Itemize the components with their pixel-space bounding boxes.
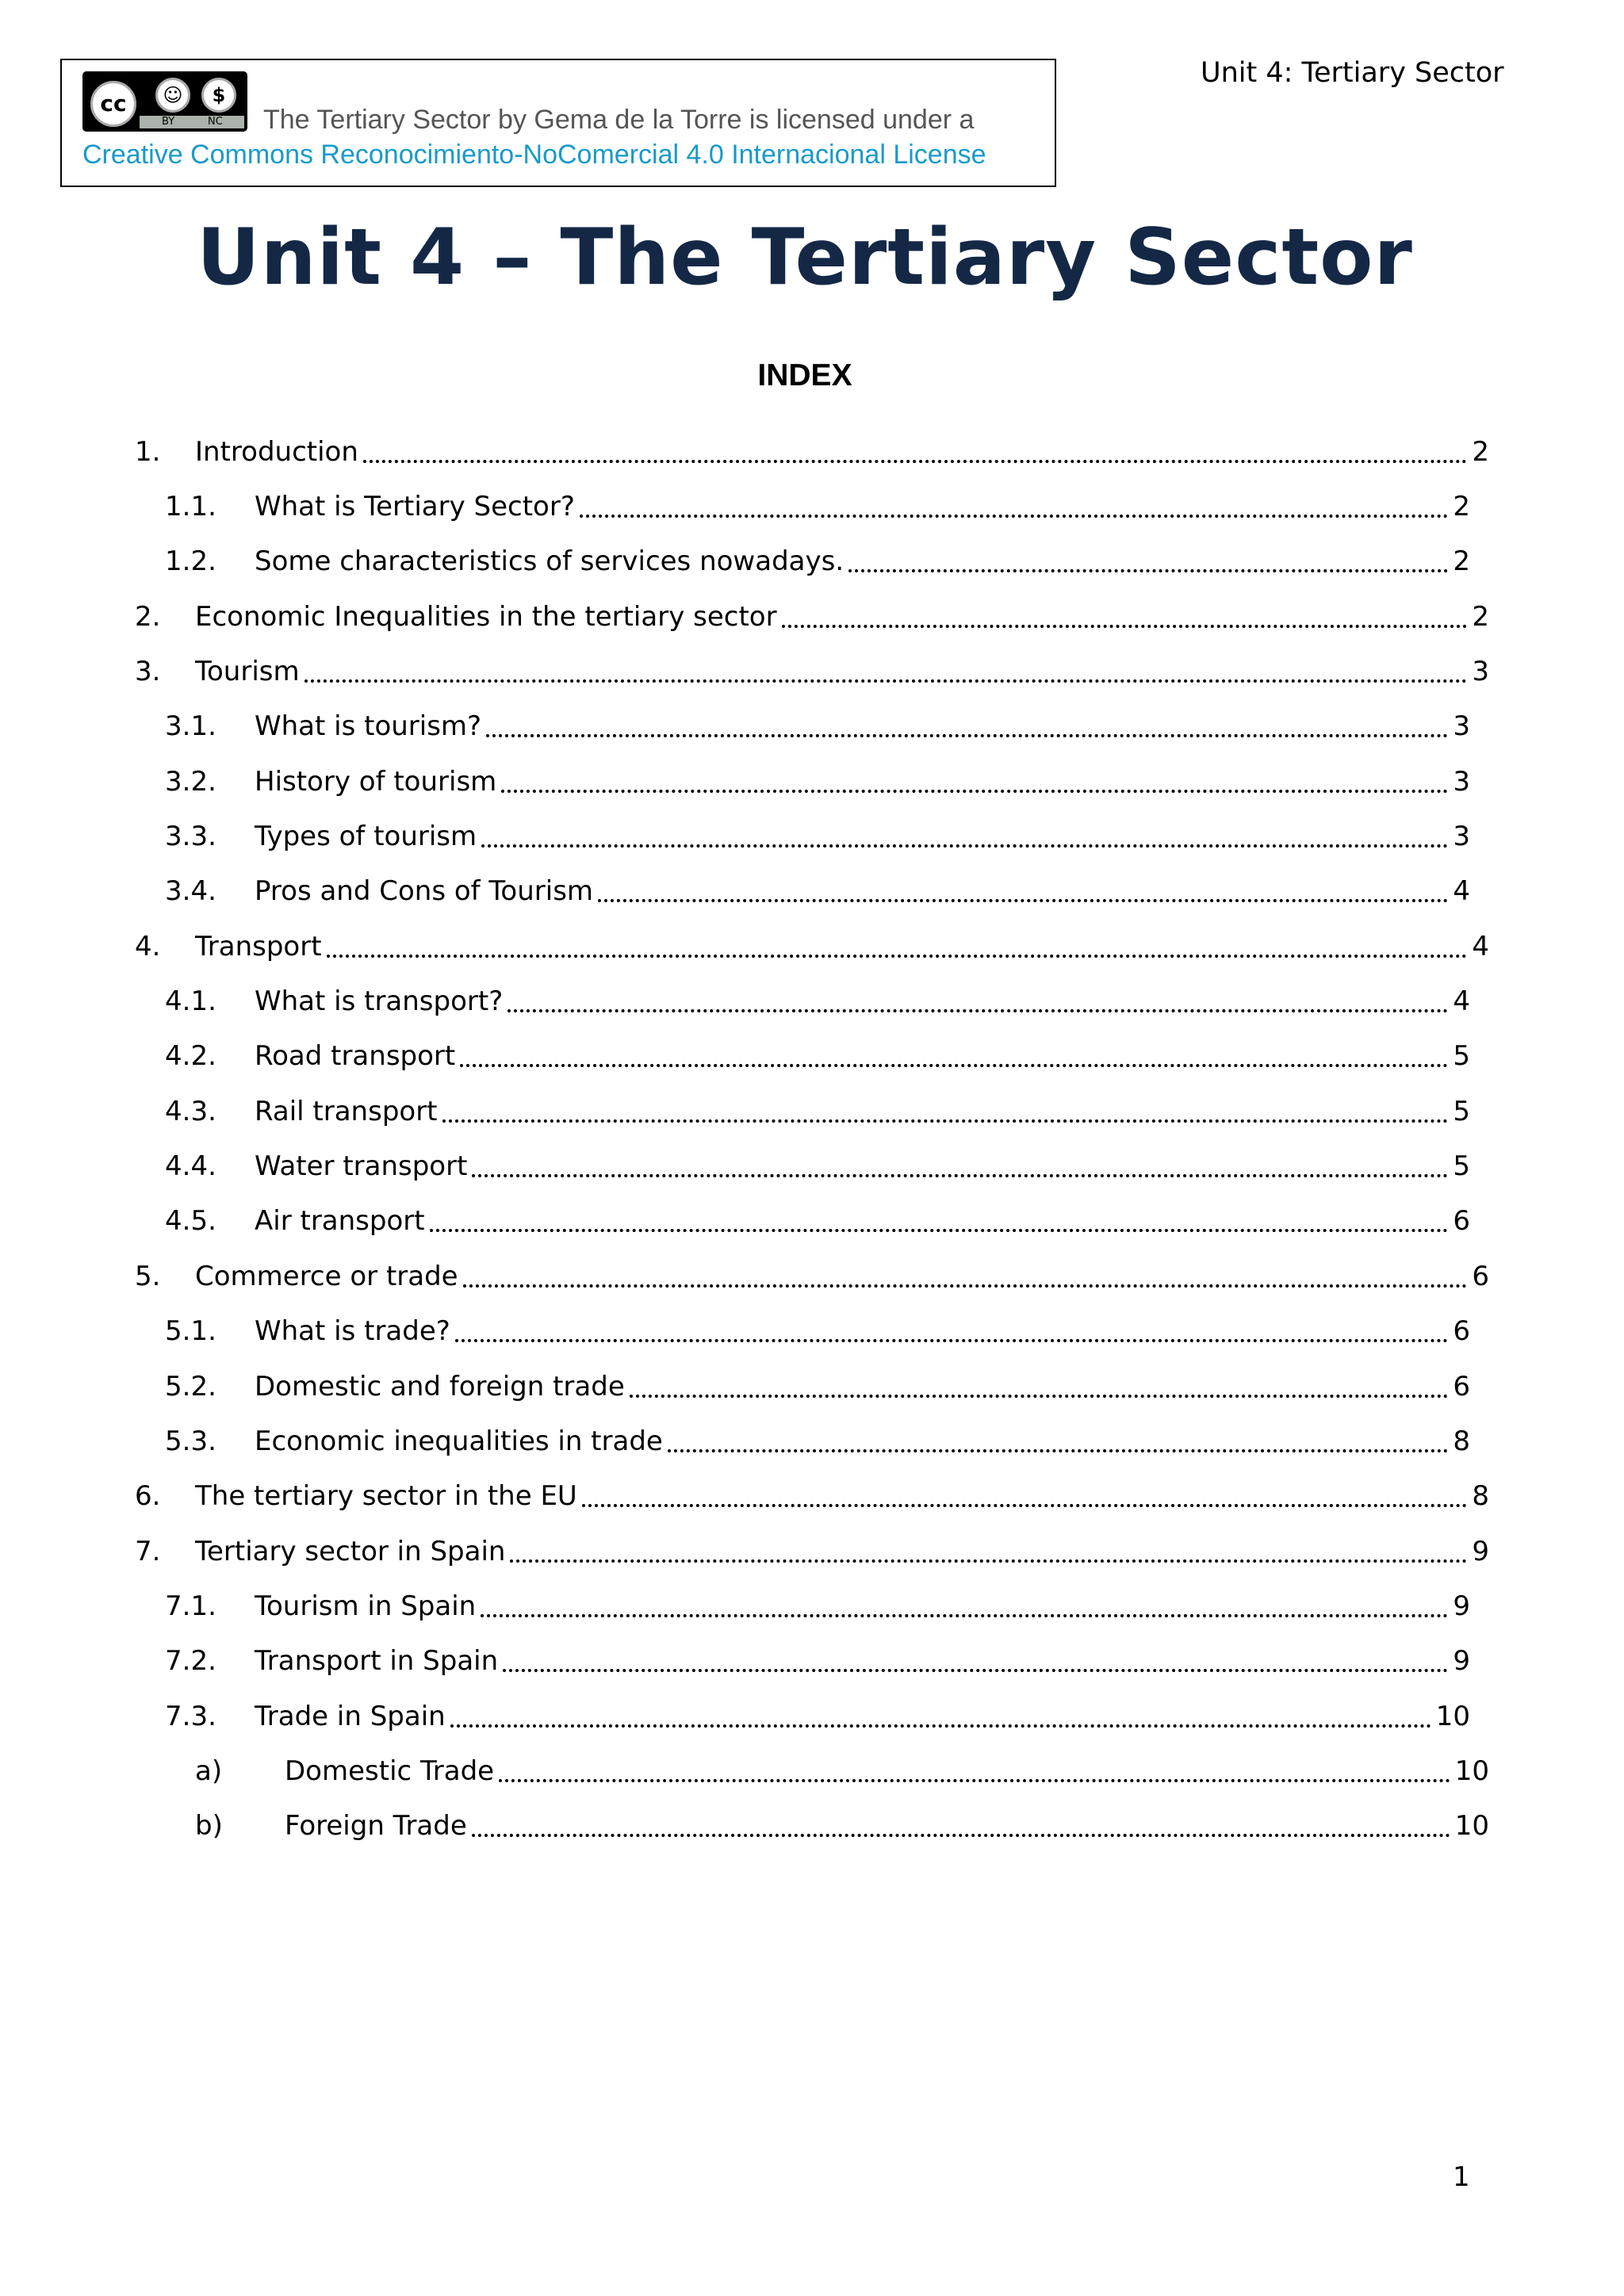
badge-by-label: BY (162, 116, 175, 128)
toc-entry[interactable] (135, 1689, 1489, 1743)
toc-entry-title: What is Tertiary Sector? (255, 491, 575, 523)
dot-leader (499, 1779, 1450, 1782)
toc-entry-number: 3. (135, 656, 161, 688)
toc-entry-number: 4.2. (165, 1040, 216, 1073)
dot-leader (848, 569, 1448, 572)
toc-entry-number: 1.1. (165, 491, 216, 523)
toc-entry-page: 6 (1453, 1370, 1470, 1402)
toc-entry-number: 4.3. (165, 1095, 216, 1127)
license-attribution-text: The Tertiary Sector by Gema de la Torre is licensed under a (263, 105, 975, 135)
toc-entry[interactable] (135, 479, 1489, 534)
toc-entry-number: 5.1. (165, 1315, 216, 1348)
dot-leader (486, 734, 1448, 737)
toc-entry-number: a) (195, 1755, 223, 1787)
toc-entry-title: Foreign Trade (285, 1810, 467, 1843)
toc-entry[interactable] (135, 1304, 1489, 1359)
toc-entry-page: 2 (1472, 435, 1489, 468)
toc-entry-page: 6 (1453, 1315, 1470, 1348)
toc-entry-number: 7.2. (165, 1645, 216, 1678)
toc-entry-page: 3 (1453, 710, 1470, 743)
dot-leader (508, 1009, 1448, 1012)
toc-entry-page: 4 (1453, 985, 1470, 1018)
toc-entry[interactable] (135, 534, 1489, 589)
toc-entry-page: 10 (1435, 1700, 1470, 1732)
toc-entry[interactable] (135, 809, 1489, 863)
badge-nc-label: NC (208, 116, 223, 128)
toc-entry-title: Transport in Spain (255, 1645, 499, 1678)
toc-entry[interactable] (135, 1084, 1489, 1138)
toc-entry[interactable] (135, 974, 1489, 1028)
page-number: 1 (1453, 2161, 1470, 2193)
dot-leader (442, 1119, 1449, 1123)
toc-entry-title: Air transport (255, 1205, 425, 1238)
toc-entry[interactable] (135, 424, 1489, 479)
toc-entry-page: 8 (1472, 1480, 1489, 1513)
toc-entry[interactable] (135, 1524, 1489, 1578)
toc-entry-number: 7.1. (165, 1590, 216, 1622)
toc-entry[interactable] (135, 1359, 1489, 1414)
dot-leader (472, 1174, 1448, 1177)
toc-entry-page: 3 (1453, 765, 1470, 798)
table-of-contents (135, 424, 1489, 1854)
toc-entry-page: 10 (1454, 1810, 1489, 1843)
toc-entry-number: 4.4. (165, 1150, 216, 1183)
toc-entry-page: 2 (1453, 491, 1470, 523)
cc-icon: cc (87, 78, 140, 130)
dot-leader (327, 955, 1468, 958)
dot-leader (481, 844, 1448, 848)
toc-entry-page: 9 (1453, 1590, 1470, 1622)
toc-entry-page: 3 (1472, 656, 1489, 688)
toc-entry-number: 3.3. (165, 821, 216, 853)
toc-entry-number: 7. (135, 1535, 161, 1567)
toc-entry-title: Tertiary sector in Spain (195, 1535, 506, 1567)
index-heading: INDEX (757, 358, 852, 392)
toc-entry-title: Tourism in Spain (255, 1590, 477, 1622)
toc-entry-number: 4. (135, 930, 161, 962)
toc-entry[interactable] (135, 1469, 1489, 1524)
toc-entry-number: 1. (135, 435, 161, 468)
toc-entry-title: Water transport (255, 1150, 468, 1183)
dot-leader (630, 1395, 1449, 1398)
toc-entry-title: Economic inequalities in trade (255, 1425, 663, 1457)
toc-entry-title: Economic Inequalities in the tertiary sector (195, 600, 777, 633)
toc-entry-title: Trade in Spain (255, 1700, 446, 1732)
toc-entry[interactable] (135, 1799, 1489, 1854)
toc-entry-title: Pros and Cons of Tourism (255, 875, 594, 908)
toc-entry-title: Domestic and foreign trade (255, 1370, 625, 1402)
toc-entry-number: 7.3. (165, 1700, 216, 1732)
toc-entry-title: Domestic Trade (285, 1755, 495, 1787)
toc-entry[interactable] (135, 1029, 1489, 1084)
toc-entry-page: 9 (1472, 1535, 1489, 1567)
toc-entry-page: 4 (1472, 930, 1489, 962)
dot-leader (481, 1614, 1448, 1617)
toc-entry-page: 6 (1453, 1205, 1470, 1238)
dot-leader (668, 1449, 1449, 1452)
toc-entry-number: 4.5. (165, 1205, 216, 1238)
toc-entry-page: 9 (1453, 1645, 1470, 1678)
toc-entry[interactable] (135, 699, 1489, 754)
dot-leader (501, 790, 1448, 793)
toc-entry[interactable] (135, 1414, 1489, 1468)
toc-entry-page: 10 (1454, 1755, 1489, 1787)
dot-leader (463, 1284, 1468, 1288)
toc-entry-number: b) (195, 1810, 223, 1843)
toc-entry[interactable] (135, 1249, 1489, 1303)
toc-entry[interactable] (135, 1578, 1489, 1633)
toc-entry[interactable] (135, 1634, 1489, 1689)
dot-leader (582, 1504, 1468, 1507)
toc-entry[interactable] (135, 1138, 1489, 1193)
toc-entry-title: Tourism (195, 656, 300, 688)
toc-entry[interactable] (135, 644, 1489, 698)
toc-entry-title: What is tourism? (255, 710, 482, 743)
toc-entry-number: 5.2. (165, 1370, 216, 1402)
cc-by-nc-badge-icon[interactable] (82, 71, 247, 132)
toc-entry-number: 3.4. (165, 875, 216, 908)
toc-entry-number: 6. (135, 1480, 161, 1513)
toc-entry[interactable] (135, 589, 1489, 644)
toc-entry-page: 5 (1453, 1040, 1470, 1073)
badge-strip (140, 116, 244, 128)
toc-entry-page: 5 (1453, 1095, 1470, 1127)
toc-entry-title: The tertiary sector in the EU (195, 1480, 577, 1513)
toc-entry-number: 1.2. (165, 545, 216, 578)
toc-entry-title: What is transport? (255, 985, 504, 1018)
toc-entry-page: 2 (1453, 545, 1470, 578)
toc-entry-title: Commerce or trade (195, 1260, 458, 1292)
dot-leader (510, 1559, 1467, 1563)
toc-entry-title: Some characteristics of services nowadays. (255, 545, 845, 578)
toc-entry-page: 6 (1472, 1260, 1489, 1292)
toc-entry[interactable] (135, 864, 1489, 919)
toc-entry-title: History of tourism (255, 765, 497, 798)
toc-entry-title: What is trade? (255, 1315, 450, 1348)
toc-entry-page: 3 (1453, 821, 1470, 853)
dot-leader (430, 1229, 1449, 1232)
toc-entry-page: 4 (1453, 875, 1470, 908)
noncommercial-dollar-icon: $ (198, 75, 239, 116)
page-title: Unit 4 – The Tertiary Sector (197, 212, 1413, 303)
dot-leader (472, 1834, 1450, 1837)
running-header: Unit 4: Tertiary Sector (1201, 57, 1504, 89)
toc-entry-page: 8 (1453, 1425, 1470, 1457)
license-box (60, 59, 1056, 187)
toc-entry-number: 3.2. (165, 765, 216, 798)
dot-leader (580, 515, 1448, 518)
dot-leader (450, 1724, 1431, 1728)
toc-entry[interactable] (135, 754, 1489, 809)
toc-entry-number: 5.3. (165, 1425, 216, 1457)
dot-leader (455, 1339, 1449, 1342)
toc-entry-number: 4.1. (165, 985, 216, 1018)
toc-entry-page: 5 (1453, 1150, 1470, 1183)
toc-entry[interactable] (135, 1743, 1489, 1798)
dot-leader (503, 1669, 1448, 1672)
attribution-person-icon: ☺ (152, 75, 193, 116)
toc-entry-number: 5. (135, 1260, 161, 1292)
license-link[interactable]: Creative Commons Reconocimiento-NoComercial 4.0 Internacional License (82, 140, 986, 170)
toc-entry-number: 2. (135, 600, 161, 633)
toc-entry-page: 2 (1472, 600, 1489, 633)
toc-entry-title: Transport (195, 930, 322, 962)
dot-leader (304, 679, 1468, 683)
dot-leader (782, 625, 1468, 628)
dot-leader (598, 899, 1448, 902)
toc-entry[interactable] (135, 919, 1489, 974)
toc-entry[interactable] (135, 1194, 1489, 1249)
toc-entry-number: 3.1. (165, 710, 216, 743)
dot-leader (460, 1064, 1448, 1067)
toc-entry-title: Road transport (255, 1040, 456, 1073)
toc-entry-title: Introduction (195, 435, 358, 468)
dot-leader (363, 460, 1467, 463)
toc-entry-title: Types of tourism (255, 821, 477, 853)
toc-entry-title: Rail transport (255, 1095, 438, 1127)
